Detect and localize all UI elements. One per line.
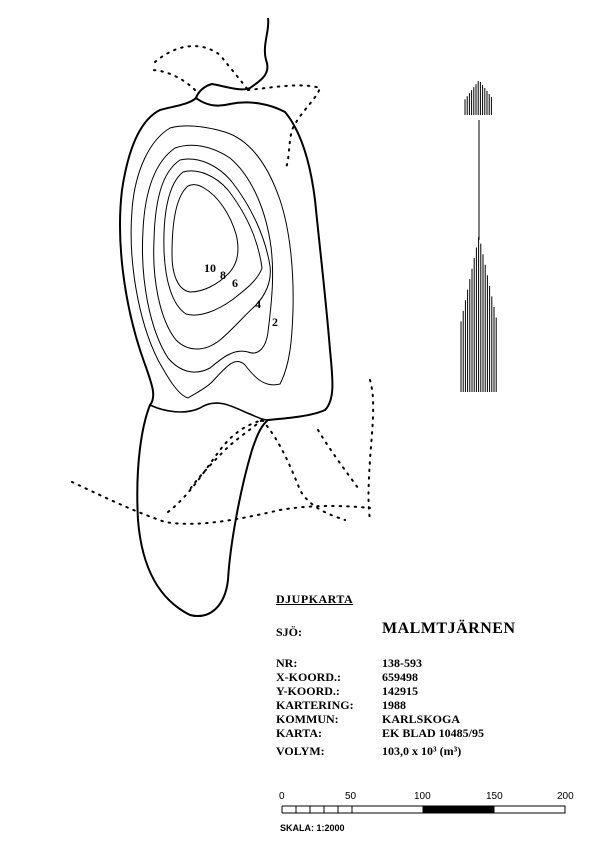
contour-label-4: 4 [255, 297, 261, 311]
lake-key: SJÖ: [276, 625, 303, 639]
map-heading: DJUPKARTA [276, 592, 354, 606]
contour-label-10: 10 [204, 261, 216, 275]
scale-tick-100: 100 [414, 791, 431, 802]
scale-tick-0: 0 [279, 791, 285, 802]
lake-name: MALMTJÄRNEN [382, 620, 516, 637]
contour-10m [172, 185, 238, 292]
inflow-stream [196, 18, 268, 98]
contour-label-8: 8 [220, 268, 226, 282]
map-info-block: DJUPKARTA SJÖ: MALMTJÄRNEN NR: 138-593 X-KOORD.: 659498 Y-KOORD.: 142915 KARTERING: 1988 KOMMUN: KARLSKOGA KARTA: EK BLAD 10485/95 VOLYM: 103,0 x 10³ (m³) [276, 592, 586, 607]
dotted-paths [72, 46, 373, 524]
scale-label: SKALA: 1:2000 [280, 823, 345, 833]
scale-tick-150: 150 [486, 791, 503, 802]
scale-tick-200: 200 [557, 791, 574, 802]
contour-label-6: 6 [232, 276, 238, 290]
contour-4m [142, 145, 272, 372]
contour-8m [164, 171, 262, 315]
scale-bar [279, 791, 574, 813]
contour-label-2: 2 [272, 315, 278, 329]
north-arrow-icon [461, 81, 496, 392]
lake-neck [150, 403, 268, 420]
scale-tick-50: 50 [345, 791, 357, 802]
